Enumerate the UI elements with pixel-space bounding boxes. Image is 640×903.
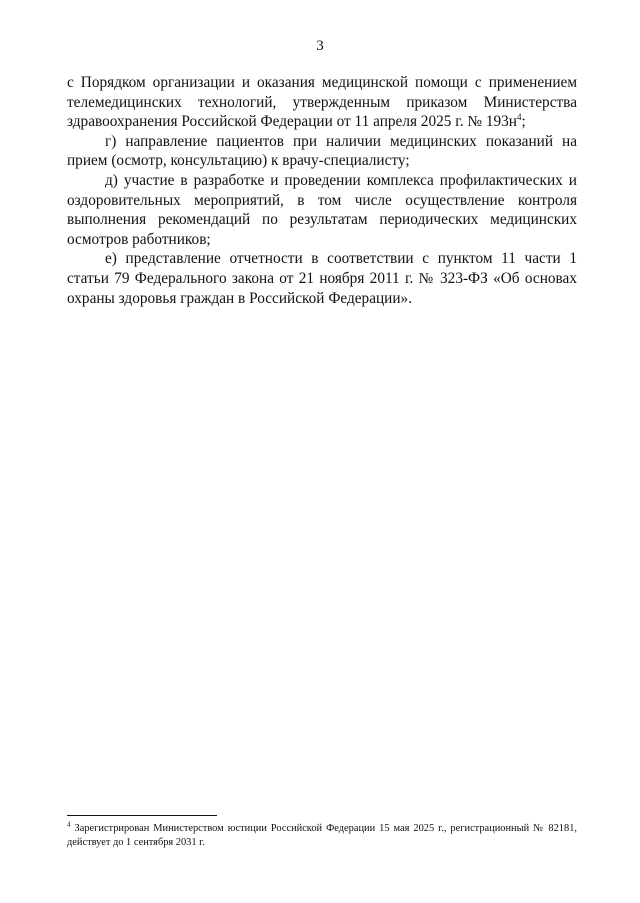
footnote-text: Зарегистрирован Министерством юстиции Российской Федерации 15 мая 2025 г., регистрационный № 82181, действует до 1 сентября 2031 г. bbox=[67, 823, 577, 848]
footnote-reference: 4 bbox=[516, 112, 522, 123]
footnote-divider bbox=[67, 815, 217, 816]
footnote bbox=[67, 822, 577, 850]
paragraph-punctuation: ; bbox=[521, 113, 526, 131]
document-body bbox=[67, 73, 577, 308]
paragraph-continuation bbox=[67, 73, 577, 132]
paragraph-item-e: е) представление отчетности в соответствии с пунктом 11 части 1 статьи 79 Федерального закона от 21 ноября 2011 г. № 323-ФЗ «Об основах охраны здоровья граждан в Российской Федерации». bbox=[67, 250, 577, 307]
footnote-marker: 4 bbox=[67, 820, 71, 829]
paragraph-item-d: д) участие в разработке и проведении комплекса профилактических и оздоровительных мероприятий, в том числе осуществление контроля выполнения рекомендаций по результатам периодических медицинских осмотров работников; bbox=[67, 171, 577, 248]
paragraph-item-g: г) направление пациентов при наличии медицинских показаний на прием (осмотр, консультацию) к врачу-специалисту; bbox=[67, 132, 577, 170]
paragraph-text: с Порядком организации и оказания медицинской помощи с применением телемедицинских технологий, утвержденным приказом Министерства здравоохранения Российской Федерации от 11 апреля 2025 г. № 193н bbox=[67, 74, 577, 131]
page-number: 3 bbox=[316, 38, 324, 54]
